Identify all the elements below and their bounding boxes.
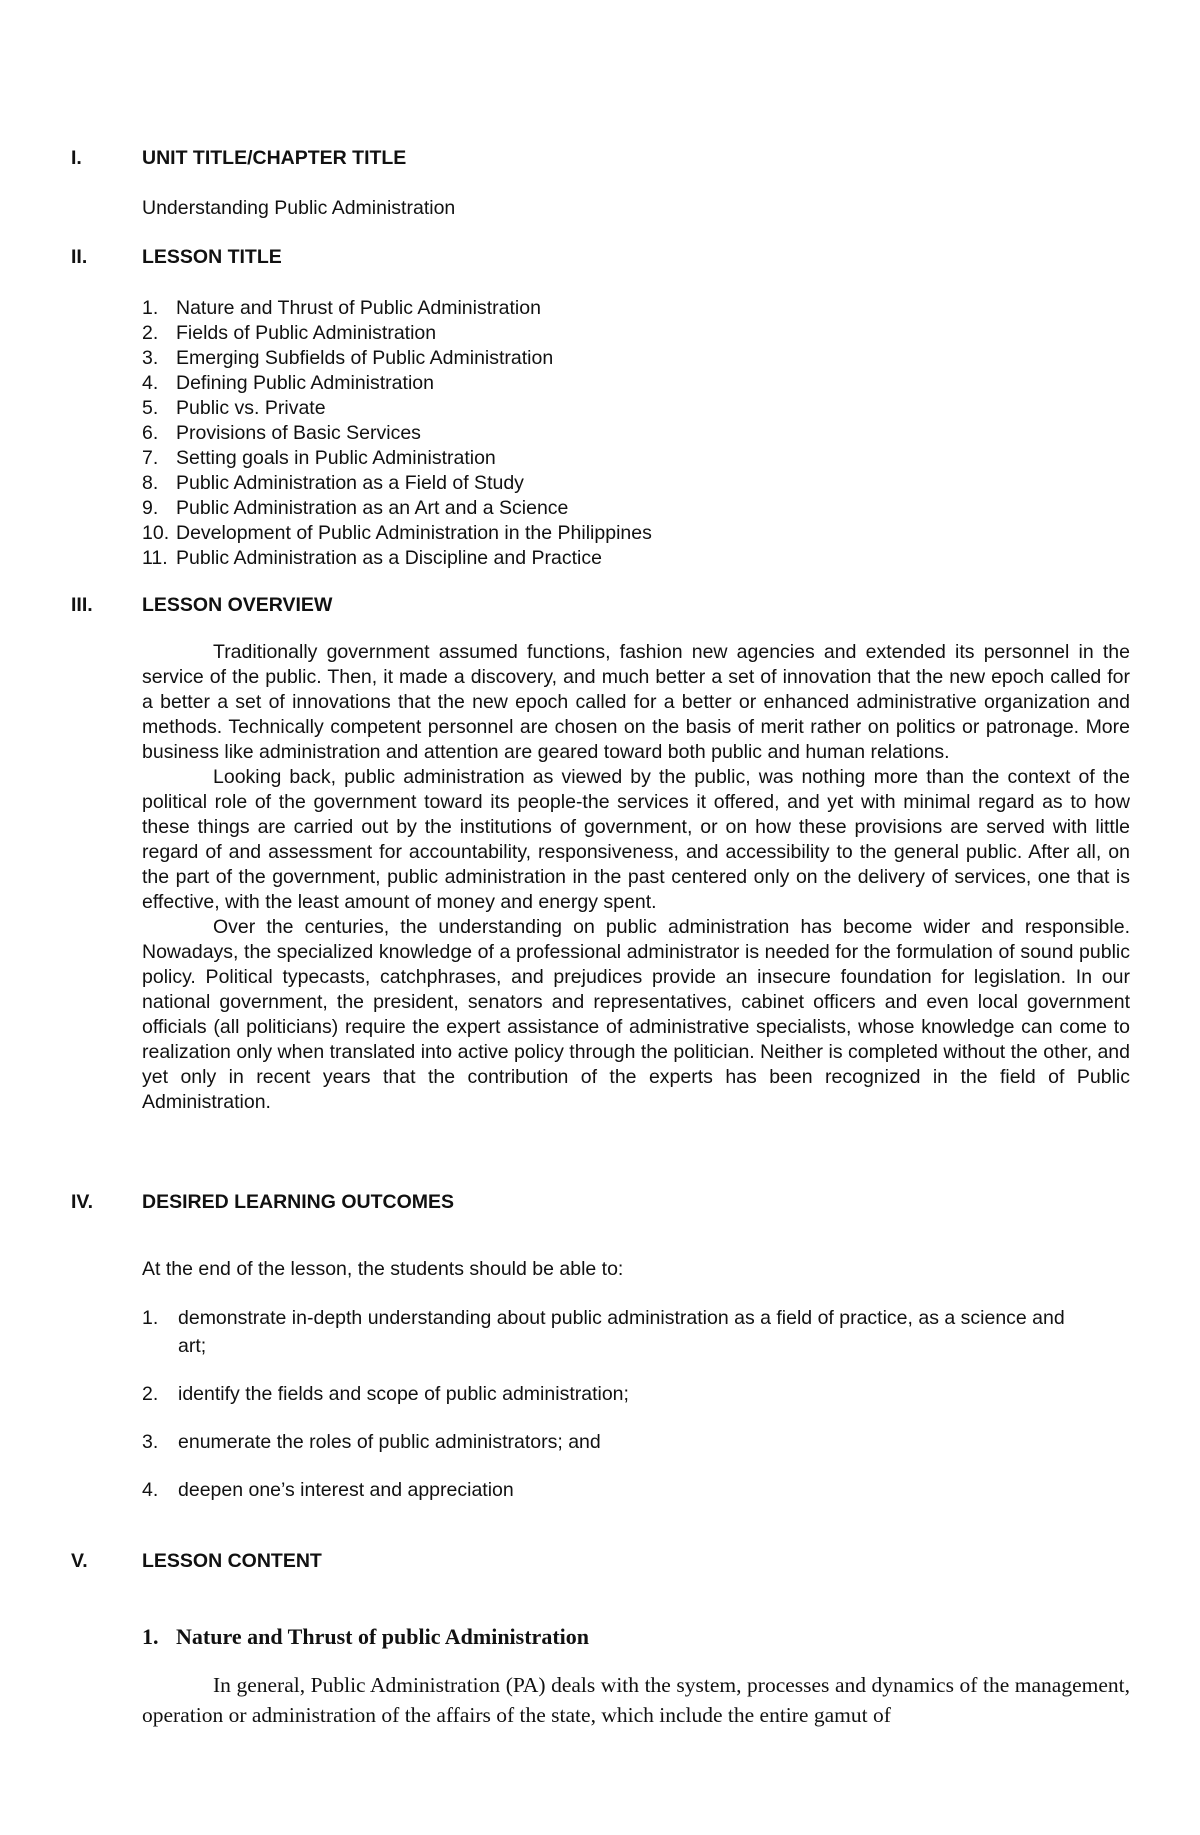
lesson-number: 7.: [142, 447, 159, 469]
outcome-number: 4.: [142, 1479, 159, 1501]
lesson-text: Setting goals in Public Administration: [176, 447, 496, 469]
outcome-number: 2.: [142, 1383, 159, 1405]
lesson-number: 1.: [142, 297, 159, 319]
outcome-text: enumerate the roles of public administrators; and: [178, 1431, 601, 1453]
subheading-number: 1.: [142, 1624, 159, 1649]
section-title: LESSON TITLE: [142, 246, 282, 268]
lesson-number: 6.: [142, 422, 159, 444]
outcome-number: 3.: [142, 1431, 159, 1453]
lesson-title-item: [142, 446, 652, 471]
outcome-number: 1.: [142, 1307, 159, 1329]
outcome-text: deepen one’s interest and appreciation: [178, 1479, 514, 1501]
section-number: III.: [71, 594, 93, 616]
section-number: IV.: [71, 1191, 94, 1213]
lesson-overview-text: [142, 640, 1130, 1115]
section-title: LESSON OVERVIEW: [142, 594, 333, 616]
lesson-number: 8.: [142, 472, 159, 494]
section-number: V.: [71, 1550, 88, 1572]
lesson-title-item: [142, 496, 652, 521]
overview-paragraph: Traditionally government assumed functions, fashion new agencies and extended its personnel in the service of the public. Then, it made a discovery, and much better a set of innovation that the new epoch called for a better a set of innovations that the new epoch called for a better or enhanced administrative organization and methods. Technically competent personnel are chosen on the basis of merit rather on politics or patronage. More business like administration and attention are geared toward both public and human relations.: [142, 641, 1130, 763]
lesson-title-item: [142, 321, 652, 346]
lesson-content-text: [142, 1670, 1130, 1730]
lesson-text: Public Administration as a Discipline and Practice: [176, 547, 602, 569]
lesson-title-item: [142, 521, 652, 546]
lesson-text: Public vs. Private: [176, 397, 326, 419]
lesson-text: Nature and Thrust of Public Administration: [176, 297, 541, 319]
lesson-text: Public Administration as an Art and a Science: [176, 497, 569, 519]
lesson-text: Development of Public Administration in the Philippines: [176, 522, 652, 544]
lesson-number: 4.: [142, 372, 159, 394]
outcome-text: identify the fields and scope of public administration;: [178, 1383, 629, 1405]
lesson-text: Provisions of Basic Services: [176, 422, 421, 444]
lesson-title-item: [142, 296, 652, 321]
lesson-number: 5.: [142, 397, 159, 419]
outcome-item: [142, 1380, 1078, 1408]
section-number: I.: [71, 147, 82, 169]
outcomes-intro: At the end of the lesson, the students should be able to:: [142, 1258, 624, 1280]
outcome-item: [142, 1428, 1078, 1456]
outcome-item: [142, 1476, 1078, 1504]
section-title: LESSON CONTENT: [142, 1550, 322, 1572]
lesson-title-item: [142, 371, 652, 396]
lesson-text: Emerging Subfields of Public Administration: [176, 347, 554, 369]
outcome-text: demonstrate in-depth understanding about public administration as a field of practice, as a science and art;: [178, 1307, 1065, 1357]
section-title: UNIT TITLE/CHAPTER TITLE: [142, 147, 407, 169]
overview-paragraph: Looking back, public administration as viewed by the public, was nothing more than the context of the political role of the government toward its people-the services it offered, and yet with minimal regard as to how these things are carried out by the institutions of government, or on how these provisions are served with little regard of and assessment for accountability, responsiveness, and accessibility to the general public. After all, on the part of the government, public administration in the past centered only on the delivery of services, one that is effective, with the least amount of money and energy spent.: [142, 766, 1130, 913]
lesson-title-list: [142, 296, 652, 571]
section-title: DESIRED LEARNING OUTCOMES: [142, 1191, 455, 1213]
lesson-text: Public Administration as a Field of Study: [176, 472, 524, 494]
lesson-text: Fields of Public Administration: [176, 322, 437, 344]
outcome-item: [142, 1304, 1078, 1360]
lesson-title-item: [142, 471, 652, 496]
unit-title-text: Understanding Public Administration: [142, 197, 456, 219]
content-subheading: [142, 1624, 589, 1650]
lesson-title-item: [142, 546, 652, 571]
content-paragraph: In general, Public Administration (PA) deals with the system, processes and dynamics of the management, operation or administration of the affairs of the state, which include the entire gamut of: [142, 1673, 1130, 1727]
lesson-text: Defining Public Administration: [176, 372, 434, 394]
lesson-title-item: [142, 421, 652, 446]
lesson-title-item: [142, 346, 652, 371]
section-number: II.: [71, 246, 88, 268]
overview-paragraph: Over the centuries, the understanding on public administration has become wider and responsible. Nowadays, the specialized knowledge of a professional administrator is needed for the formulation of sound public policy. Political typecasts, catchphrases, and prejudices provide an insecure foundation for legislation. In our national government, the president, senators and representatives, cabinet officers and even local government officials (all politicians) require the expert assistance of administrative specialists, whose knowledge can come to realization only when translated into active policy through the politician. Neither is completed without the other, and yet only in recent years that the contribution of the experts has been recognized in the field of Public Administration.: [142, 916, 1130, 1113]
lesson-number: 2.: [142, 322, 159, 344]
lesson-title-item: [142, 396, 652, 421]
lesson-number: 11.: [142, 547, 168, 569]
lesson-number: 10.: [142, 522, 170, 544]
lesson-number: 9.: [142, 497, 159, 519]
subheading-text: Nature and Thrust of public Administration: [176, 1624, 589, 1649]
lesson-number: 3.: [142, 347, 159, 369]
